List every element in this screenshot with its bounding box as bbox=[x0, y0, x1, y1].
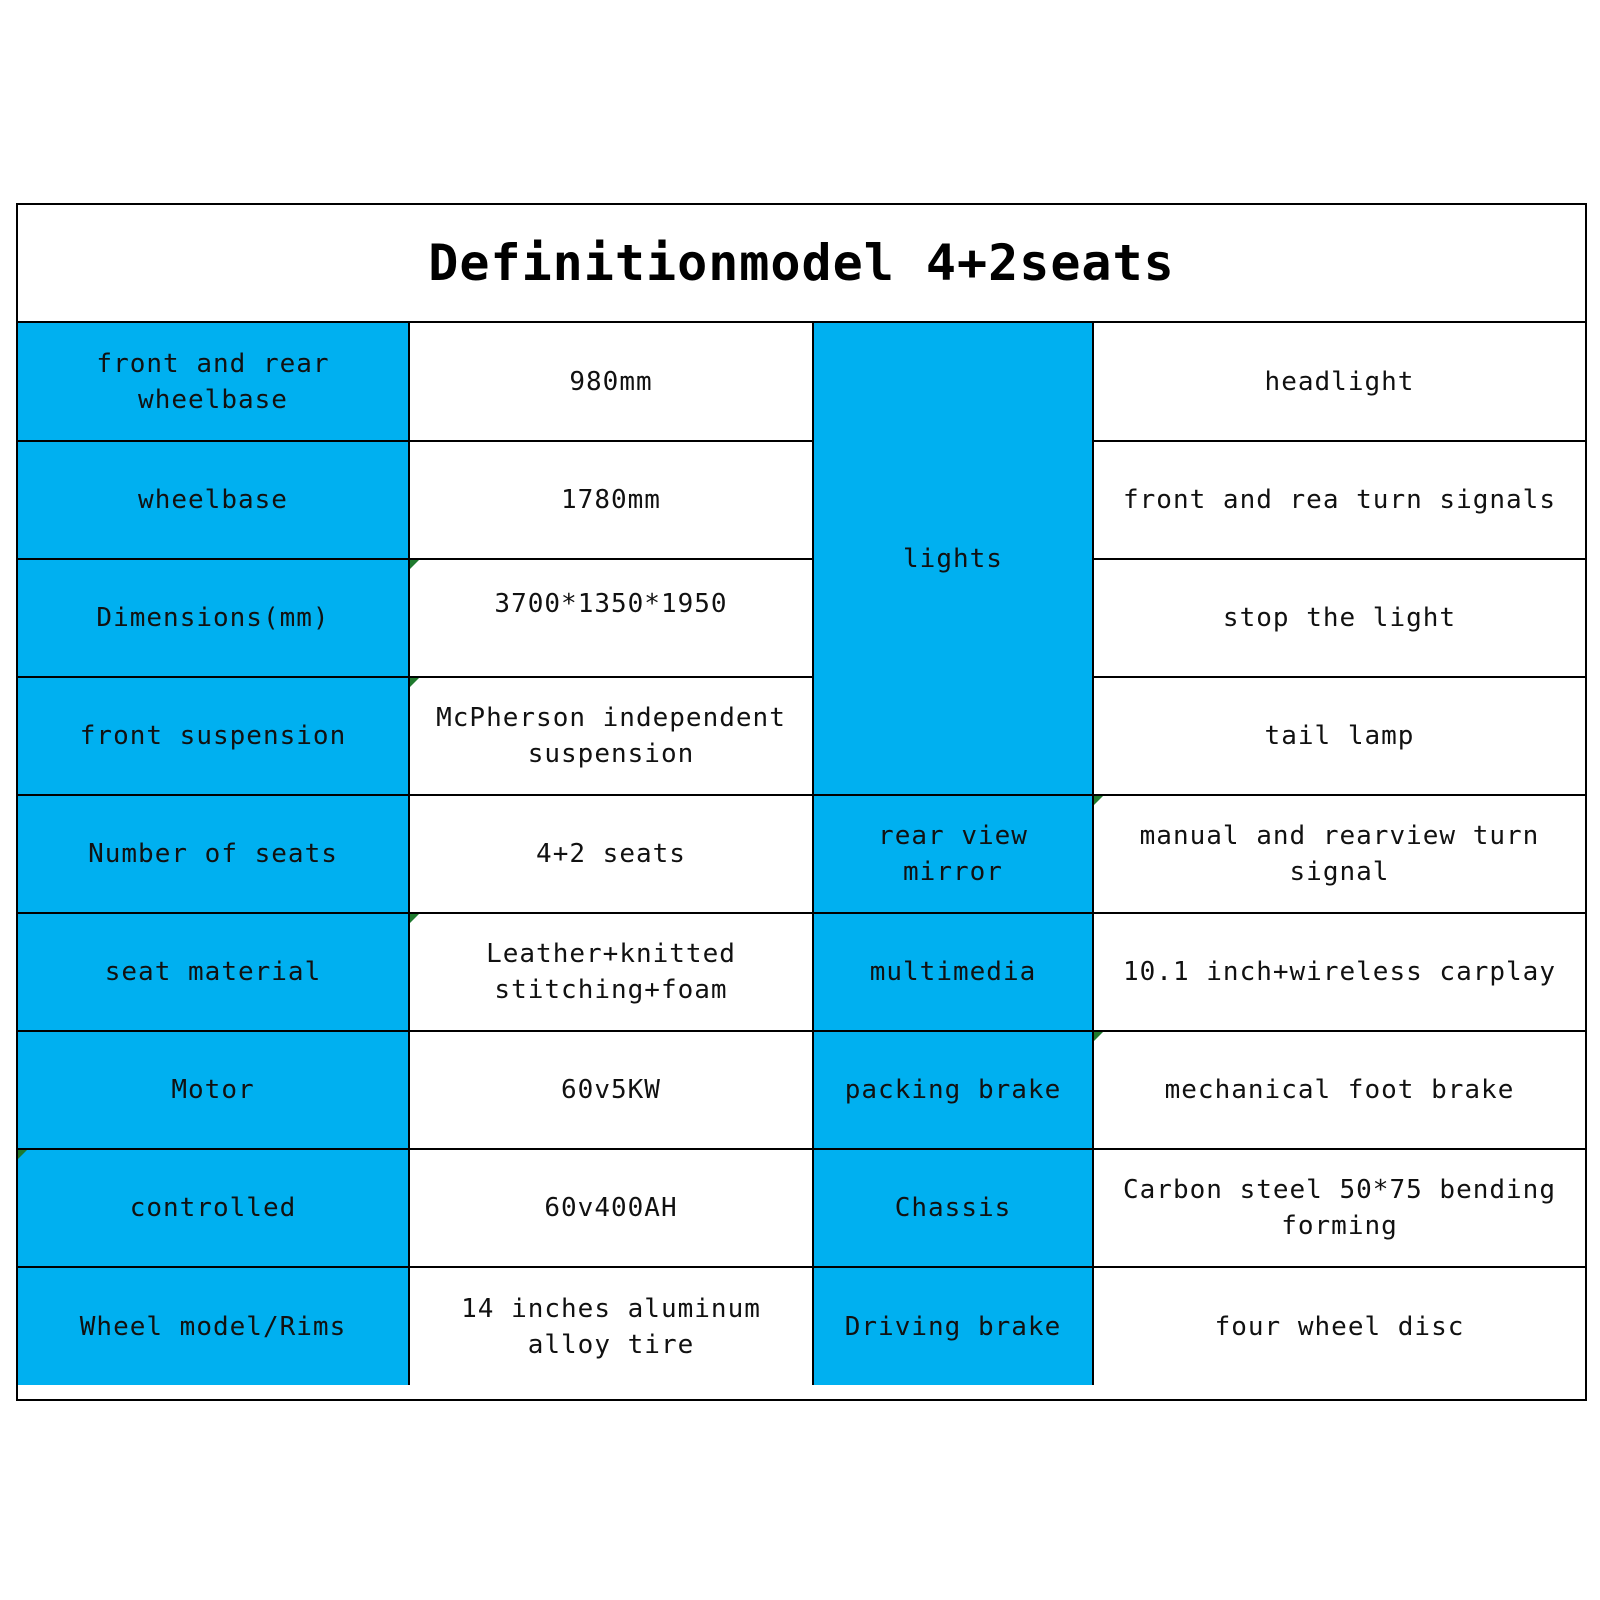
spec-label: controlled bbox=[18, 1149, 409, 1267]
spec-label: multimedia bbox=[813, 913, 1093, 1031]
spec-value: mechanical foot brake bbox=[1093, 1031, 1585, 1149]
spec-value: Leather+knitted stitching+foam bbox=[409, 913, 813, 1031]
spec-value: 1780mm bbox=[409, 441, 813, 559]
table-row bbox=[18, 913, 1585, 1031]
spec-label: Wheel model/Rims bbox=[18, 1267, 409, 1385]
table-row bbox=[18, 441, 1585, 559]
spec-value: stop the light bbox=[1093, 559, 1585, 677]
spec-value: Carbon steel 50*75 bending forming bbox=[1093, 1149, 1585, 1267]
spec-label: rear view mirror bbox=[813, 795, 1093, 913]
spec-label: Motor bbox=[18, 1031, 409, 1149]
sheet-title: Definitionmodel 4+2seats bbox=[18, 205, 1585, 323]
spec-label: front and rear wheelbase bbox=[18, 323, 409, 441]
spec-value: four wheel disc bbox=[1093, 1267, 1585, 1385]
spec-value: 14 inches aluminum alloy tire bbox=[409, 1267, 813, 1385]
spec-label: front suspension bbox=[18, 677, 409, 795]
table-row bbox=[18, 677, 1585, 795]
spec-label: Chassis bbox=[813, 1149, 1093, 1267]
table-row bbox=[18, 1149, 1585, 1267]
spec-label: wheelbase bbox=[18, 441, 409, 559]
spec-label: seat material bbox=[18, 913, 409, 1031]
spec-value: 10.1 inch+wireless carplay bbox=[1093, 913, 1585, 1031]
spec-value: 4+2 seats bbox=[409, 795, 813, 913]
spec-label-lights: lights bbox=[813, 323, 1093, 795]
spec-sheet bbox=[16, 203, 1587, 1401]
table-row bbox=[18, 323, 1585, 441]
spec-value: 3700*1350*1950 bbox=[409, 559, 813, 677]
spec-value: manual and rearview turn signal bbox=[1093, 795, 1585, 913]
spec-label: packing brake bbox=[813, 1031, 1093, 1149]
table-row bbox=[18, 795, 1585, 913]
spec-label: Number of seats bbox=[18, 795, 409, 913]
spec-value: McPherson independent suspension bbox=[409, 677, 813, 795]
spec-value: 60v400AH bbox=[409, 1149, 813, 1267]
spec-value: 60v5KW bbox=[409, 1031, 813, 1149]
spec-value: headlight bbox=[1093, 323, 1585, 441]
spec-value: tail lamp bbox=[1093, 677, 1585, 795]
table-row bbox=[18, 1267, 1585, 1385]
table-row bbox=[18, 559, 1585, 677]
spec-label: Driving brake bbox=[813, 1267, 1093, 1385]
spec-label: Dimensions(mm) bbox=[18, 559, 409, 677]
spec-value: front and rea turn signals bbox=[1093, 441, 1585, 559]
spec-value: 980mm bbox=[409, 323, 813, 441]
spec-table bbox=[18, 323, 1585, 1385]
table-row bbox=[18, 1031, 1585, 1149]
